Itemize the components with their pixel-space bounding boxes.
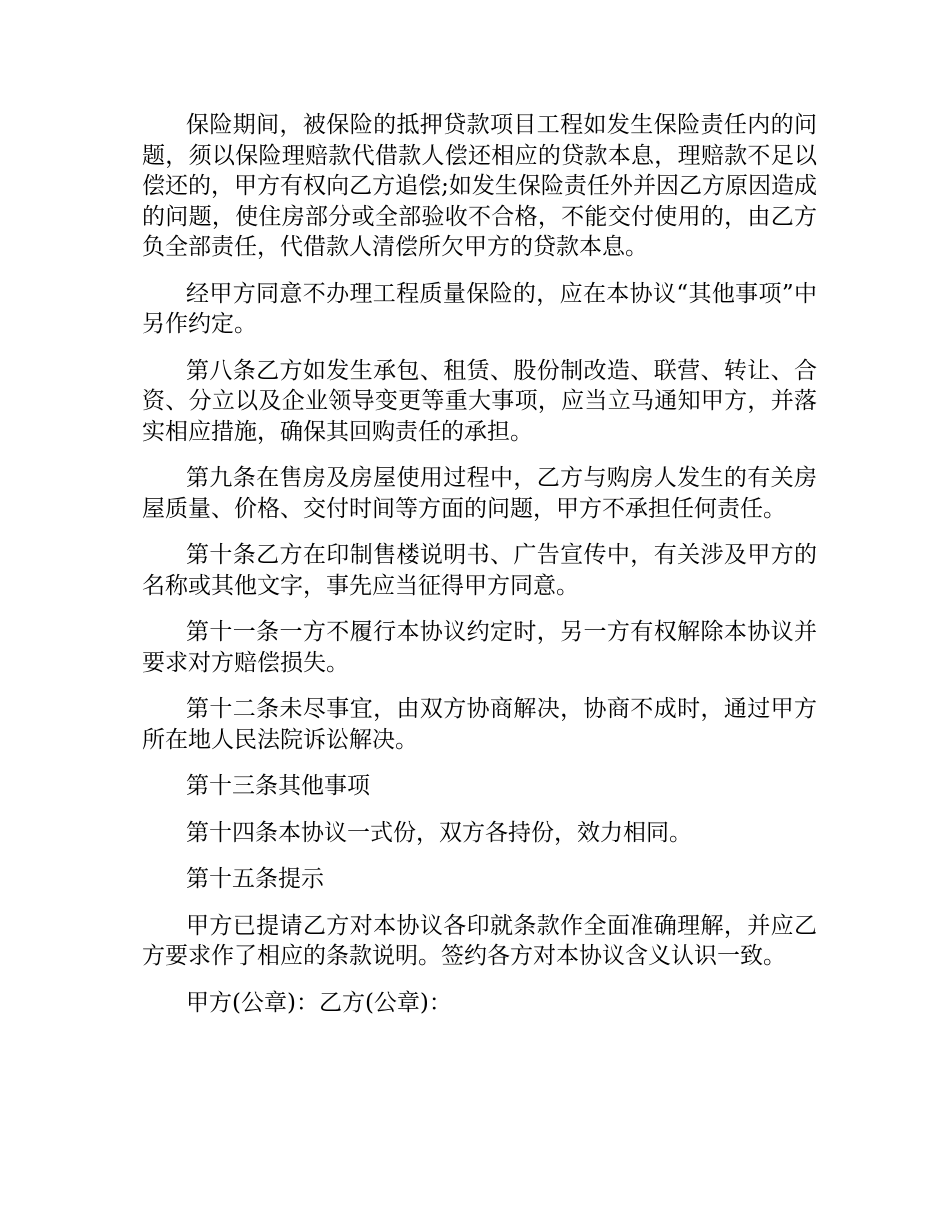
article-12: 第十二条未尽事宜，由双方协商解决，协商不成时，通过甲方所在地人民法院诉讼解决。 <box>142 696 817 753</box>
signature-line: 甲方(公章)：乙方(公章)： <box>186 989 452 1016</box>
article-9: 第九条在售房及房屋使用过程中，乙方与购房人发生的有关房屋质量、价格、交付时间等方面的问题，甲方不承担任何责任。 <box>142 465 817 522</box>
paragraph-reminder: 甲方已提请乙方对本协议各印就条款作全面准确理解，并应乙方要求作了相应的条款说明。签约各方对本协议含义认识一致。 <box>142 912 817 969</box>
article-10: 第十条乙方在印制售楼说明书、广告宣传中，有关涉及甲方的名称或其他文字，事先应当征得甲方同意。 <box>142 542 817 599</box>
paragraph-no-insurance-note: 经甲方同意不办理工程质量保险的，应在本协议“其他事项”中另作约定。 <box>142 280 817 337</box>
article-15: 第十五条提示 <box>186 866 324 892</box>
article-11: 第十一条一方不履行本协议约定时，另一方有权解除本协议并要求对方赔偿损失。 <box>142 619 817 676</box>
article-14: 第十四条本协议一式份，双方各持份，效力相同。 <box>186 819 692 846</box>
document-body <box>142 110 817 1034</box>
article-13: 第十三条其他事项 <box>186 773 370 799</box>
paragraph-insurance-period: 保险期间，被保险的抵押贷款项目工程如发生保险责任内的问题，须以保险理赔款代借款人偿还相应的贷款本息，理赔款不足以偿还的，甲方有权向乙方追偿;如发生保险责任外并因乙方原因造成的问题，使住房部分或全部验收不合格，不能交付使用的，由乙方负全部责任，代借款人清偿所欠甲方的贷款本息。 <box>142 112 817 260</box>
article-8: 第八条乙方如发生承包、租赁、股份制改造、联营、转让、合资、分立以及企业领导变更等重大事项，应当立马通知甲方，并落实相应措施，确保其回购责任的承担。 <box>142 357 817 445</box>
